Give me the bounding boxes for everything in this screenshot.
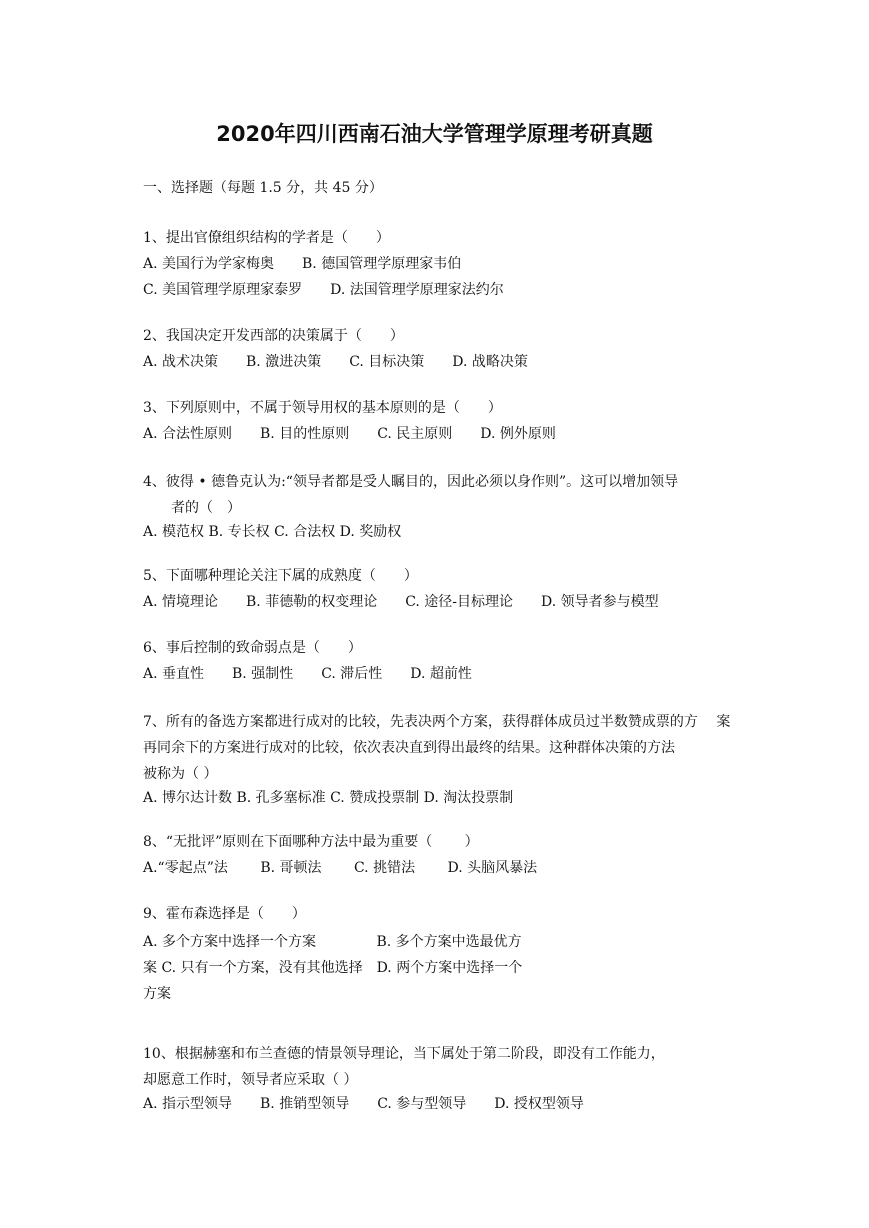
question-10-stem-line-2: 却愿意工作时，领导者应采取（ ） xyxy=(143,1072,358,1088)
question-10-stem-line-1: 10、根据赫塞和布兰查德的情景领导理论，当下属处于第二阶段，即没有工作能力， xyxy=(143,1046,665,1062)
question-1-options-line-1: A. 美国行为学家梅奥 B. 德国管理学原理家韦伯 xyxy=(143,256,462,272)
question-5-options: A. 情境理论 B. 菲德勒的权变理论 C. 途径-目标理论 D. 领导者参与模型 xyxy=(143,594,659,610)
question-5-stem: 5、下面哪种理论关注下属的成熟度（ ） xyxy=(143,568,418,584)
question-9-options-line-3: 方案 xyxy=(143,986,171,1002)
section-heading: 一、选择题（每题 1.5 分，共 45 分） xyxy=(143,180,383,196)
question-8-stem: 8、“无批评”原则在下面哪种方法中最为重要（ ） xyxy=(143,834,479,850)
question-1-stem: 1、提出官僚组织结构的学者是（ ） xyxy=(143,230,390,246)
question-4-options: A. 模范权 B. 专长权 C. 合法权 D. 奖励权 xyxy=(143,524,402,540)
question-6-stem: 6、事后控制的致命弱点是（ ） xyxy=(143,640,362,656)
question-7-stem-line-3: 被称为（ ） xyxy=(143,766,218,782)
question-4-stem-line-2: 者的（ ） xyxy=(143,500,241,516)
question-7-stem-line-2: 再同余下的方案进行成对的比较，依次表决直到得出最终的结果。这种群体决策的方法 xyxy=(143,740,675,756)
question-9-options-line-2: 案 C. 只有一个方案，没有其他选择 D. 两个方案中选择一个 xyxy=(143,960,523,976)
question-7-options: A. 博尔达计数 B. 孔多塞标准 C. 赞成投票制 D. 淘汰投票制 xyxy=(143,790,514,806)
question-8-options: A.“零起点”法 B. 哥顿法 C. 挑错法 D. 头脑风暴法 xyxy=(143,860,538,876)
question-6-options: A. 垂直性 B. 强制性 C. 滞后性 D. 超前性 xyxy=(143,666,472,682)
question-10-options: A. 指示型领导 B. 推销型领导 C. 参与型领导 D. 授权型领导 xyxy=(143,1096,584,1112)
question-7-stem-line-1: 7、所有的备选方案都进行成对的比较，先表决两个方案，获得群体成员过半数赞成票的方 案 xyxy=(143,714,731,730)
question-9-stem: 9、霍布森选择是（ ） xyxy=(143,906,306,922)
question-9-options-line-1: A. 多个方案中选择一个方案 B. 多个方案中选最优方 xyxy=(143,934,522,950)
question-1-options-line-2: C. 美国管理学原理家泰罗 D. 法国管理学原理家法约尔 xyxy=(143,282,504,298)
question-3-stem: 3、下列原则中，不属于领导用权的基本原则的是（ ） xyxy=(143,400,502,416)
question-4-stem-line-1: 4、彼得 • 德鲁克认为:“领导者都是受人瞩目的，因此必须以身作则”。这可以增加领导 xyxy=(143,474,679,490)
document-title: 2020年四川西南石油大学管理学原理考研真题 xyxy=(216,122,653,146)
question-2-options: A. 战术决策 B. 激进决策 C. 目标决策 D. 战略决策 xyxy=(143,354,528,370)
question-2-stem: 2、我国决定开发西部的决策属于（ ） xyxy=(143,328,404,344)
question-3-options: A. 合法性原则 B. 目的性原则 C. 民主原则 D. 例外原则 xyxy=(143,426,556,442)
